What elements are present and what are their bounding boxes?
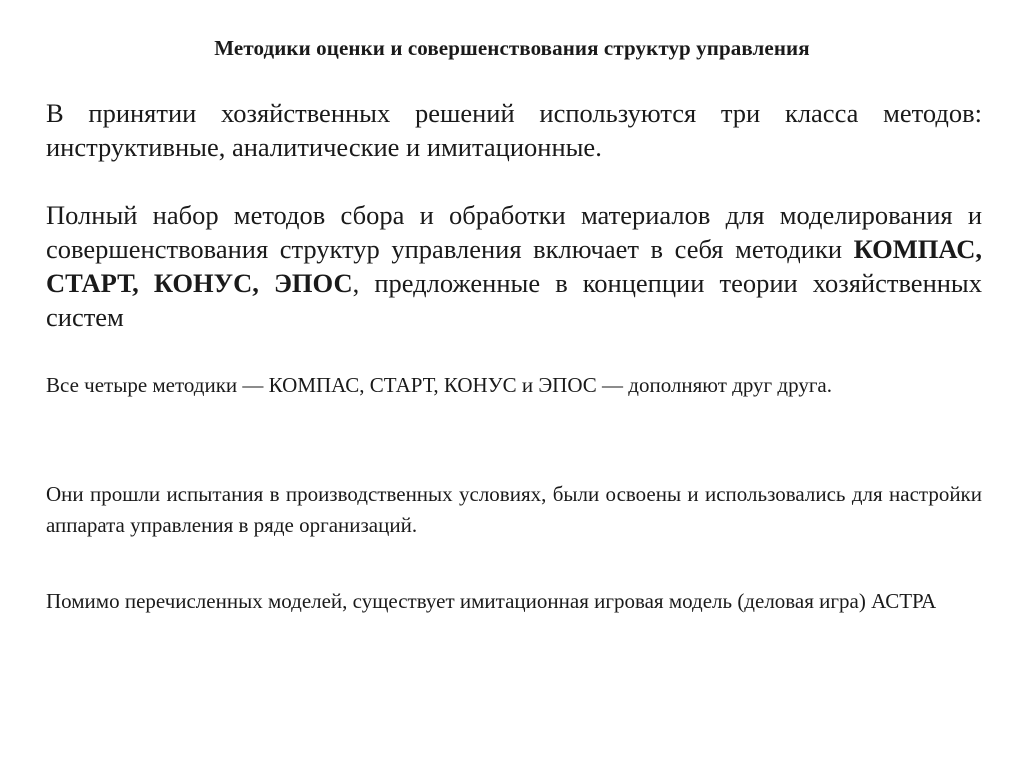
- methods-list-bold: КОМПАС, СТАРТ, КОНУС, ЭПОС: [46, 234, 982, 298]
- paragraph-methods-set-text-end: , предложенные в концепции теории хозяйственных систем: [46, 268, 982, 332]
- paragraph-astra-model: Помимо перечисленных моделей, существует имитационная игровая модель (деловая игра) АСТРА: [46, 589, 937, 613]
- paragraph-testing: Они прошли испытания в производственных условиях, были освоены и использовались для настройки аппарата управления в ряде организаций.: [46, 482, 982, 537]
- slide-title: Методики оценки и совершенствования структур управления: [214, 36, 810, 60]
- paragraph-methods-set-text-start: Полный набор методов сбора и обработки материалов для моделирования и совершенствования структур управления включает в себя методики: [46, 200, 982, 264]
- paragraph-four-methods: Все четыре методики — КОМПАС, СТАРТ, КОНУС и ЭПОС — дополняют друг друга.: [46, 373, 833, 397]
- paragraph-decision-methods: В принятии хозяйственных решений используются три класса методов: инструктивные, аналитические и имитационные.: [46, 98, 982, 162]
- paragraph-methods-set: [46, 198, 982, 334]
